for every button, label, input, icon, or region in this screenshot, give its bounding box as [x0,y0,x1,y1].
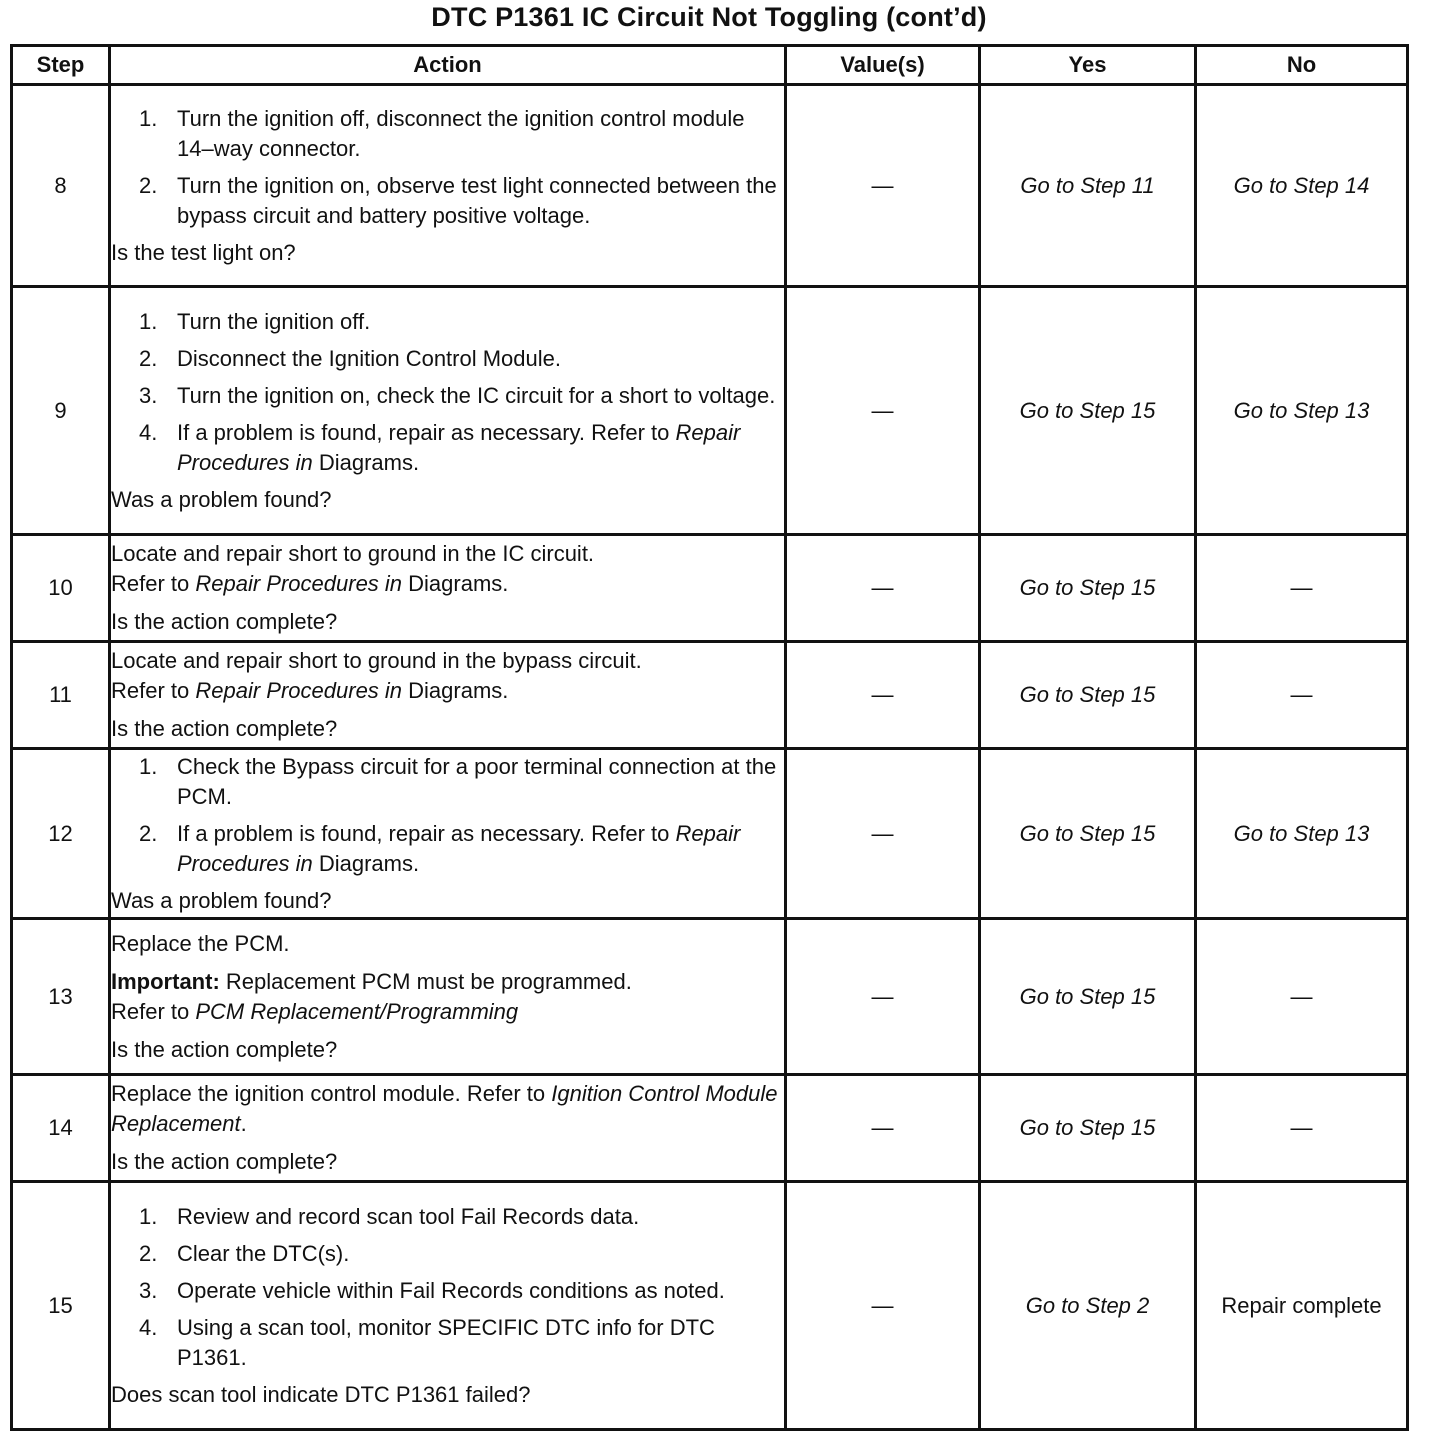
reference-link-text: Ignition Control Module Replacement [111,1081,778,1136]
list-item [139,171,784,231]
action-cell [110,919,786,1075]
action-text: Replace the ignition control module. Refer to [111,1081,552,1106]
value-cell: — [786,535,980,642]
list-item-text: Operate vehicle within Fail Records conditions as noted. [177,1277,725,1303]
step-number: 8 [12,85,110,287]
list-item-tail: Diagrams. [312,850,420,876]
action-list [111,104,784,231]
list-item-number: 4. [139,419,158,445]
yes-cell [980,85,1196,287]
diagnostic-table [10,44,1409,1431]
step-number: 12 [12,749,110,919]
table-row [12,1075,1408,1182]
list-item-text: Turn the ignition off, disconnect the ignition control module 14–way connector. [177,105,745,161]
step-number: 11 [12,642,110,749]
step-number: 14 [12,1075,110,1182]
no-cell [1196,1182,1408,1430]
action-question: Is the action complete? [111,1036,338,1062]
list-item [139,1313,784,1373]
reference-link-text: Repair Procedures in [177,419,741,475]
list-item [139,418,784,478]
important-text: Replacement PCM must be programmed. [219,968,632,994]
yes-result: Go to Step 2 [1025,1292,1150,1318]
no-cell [1196,919,1408,1075]
action-list [111,1202,784,1373]
action-line: Replace the PCM. [111,930,290,956]
column-header-yes: Yes [980,46,1196,85]
list-item-number: 4. [139,1314,158,1340]
list-item-number: 3. [139,382,158,408]
value-cell: — [786,749,980,919]
no-cell [1196,85,1408,287]
step-number: 13 [12,919,110,1075]
action-line: Locate and repair short to ground in the bypass circuit. [111,648,642,673]
no-result: Go to Step 14 [1233,172,1370,198]
yes-cell [980,287,1196,535]
yes-result: Go to Step 15 [1019,397,1156,423]
action-question: Is the action complete? [111,1149,338,1174]
no-cell [1196,1075,1408,1182]
action-line [111,1079,784,1139]
table-row [12,642,1408,749]
no-cell [1196,749,1408,919]
step-number: 9 [12,287,110,535]
step-number: 10 [12,535,110,642]
list-item-number: 1. [139,105,158,131]
yes-result: Go to Step 15 [1019,682,1156,707]
table-row [12,287,1408,535]
yes-result: Go to Step 15 [1019,820,1156,846]
ref-prefix: Refer to [111,678,196,703]
list-item [139,752,784,812]
step-number: 15 [12,1182,110,1430]
yes-cell [980,919,1196,1075]
action-question: Is the test light on? [111,239,296,265]
no-result: — [1290,983,1313,1009]
list-item-text: Clear the DTC(s). [177,1240,350,1266]
action-question: Was a problem found? [111,887,332,913]
value-cell: — [786,1075,980,1182]
action-line: Locate and repair short to ground in the IC circuit. [111,541,595,566]
table-row [12,749,1408,919]
reference-link-text: PCM Replacement/Programming [195,998,519,1024]
reference-link-text: Repair Procedures in [195,571,403,596]
list-item-text: Disconnect the Ignition Control Module. [177,345,561,371]
no-result: — [1290,682,1313,707]
list-item-number: 2. [139,345,158,371]
value-cell: — [786,642,980,749]
no-cell [1196,535,1408,642]
yes-result: Go to Step 11 [1020,172,1155,198]
list-item [139,819,784,879]
action-list [111,752,784,879]
list-item [139,344,784,374]
list-item-number: 2. [139,172,158,198]
ref-suffix: Diagrams. [402,571,509,596]
action-cell [110,85,786,287]
list-item-number: 2. [139,1240,158,1266]
action-reference-line [111,676,784,706]
no-result: Go to Step 13 [1233,820,1370,846]
action-reference-line [111,997,784,1027]
list-item-text: If a problem is found, repair as necessary. Refer to [177,419,676,445]
list-item [139,307,784,337]
list-item-text: If a problem is found, repair as necessary. Refer to [177,820,676,846]
table-row [12,1182,1408,1430]
action-question: Does scan tool indicate DTC P1361 failed? [111,1381,531,1407]
ref-suffix: Diagrams. [402,678,509,703]
list-item [139,1202,784,1232]
no-result: — [1290,575,1313,600]
list-item-number: 2. [139,820,158,846]
ref-suffix: . [240,1111,247,1136]
yes-cell [980,1182,1196,1430]
list-item-number: 1. [139,1203,158,1229]
action-question: Is the action complete? [111,609,338,634]
action-cell [110,749,786,919]
list-item [139,104,784,164]
value-cell: — [786,919,980,1075]
list-item-text: Check the Bypass circuit for a poor terminal connection at the PCM. [177,753,777,809]
action-list [111,307,784,478]
column-header-step: Step [12,46,110,85]
table-row [12,535,1408,642]
column-header-action: Action [110,46,786,85]
ref-prefix: Refer to [111,571,196,596]
list-item-text: Turn the ignition off. [177,308,371,334]
list-item-number: 1. [139,308,158,334]
list-item-tail: Diagrams. [312,449,420,475]
important-label: Important: [111,968,220,994]
yes-cell [980,642,1196,749]
list-item-text: Using a scan tool, monitor SPECIFIC DTC info for DTC P1361. [177,1314,715,1370]
yes-cell [980,749,1196,919]
list-item [139,1239,784,1269]
action-question: Is the action complete? [111,716,338,741]
no-result: Repair complete [1221,1292,1382,1318]
list-item-text: Review and record scan tool Fail Records data. [177,1203,640,1229]
yes-result: Go to Step 15 [1019,575,1156,600]
yes-cell [980,1075,1196,1182]
yes-result: Go to Step 15 [1019,1115,1156,1140]
list-item [139,1276,784,1306]
list-item-text: Turn the ignition on, check the IC circuit for a short to voltage. [177,382,776,408]
value-cell: — [786,1182,980,1430]
list-item [139,381,784,411]
column-header-values: Value(s) [786,46,980,85]
ref-prefix: Refer to [111,998,196,1024]
action-cell [110,535,786,642]
table-row [12,919,1408,1075]
list-item-text: Turn the ignition on, observe test light connected between the bypass circuit and battery positive voltage. [177,172,777,228]
action-question: Was a problem found? [111,486,332,512]
no-cell [1196,287,1408,535]
no-result: — [1290,1115,1313,1140]
reference-link-text: Repair Procedures in [177,820,741,876]
table-row [12,85,1408,287]
no-cell [1196,642,1408,749]
list-item-number: 1. [139,753,158,779]
table-header-row [12,46,1408,85]
action-reference-line [111,569,784,599]
action-cell [110,287,786,535]
column-header-no: No [1196,46,1408,85]
list-item-number: 3. [139,1277,158,1303]
yes-cell [980,535,1196,642]
yes-result: Go to Step 15 [1019,983,1156,1009]
action-cell [110,1075,786,1182]
value-cell: — [786,85,980,287]
value-cell: — [786,287,980,535]
important-note [111,967,784,997]
no-result: Go to Step 13 [1233,397,1370,423]
page-title: DTC P1361 IC Circuit Not Toggling (cont’d) [431,2,987,32]
action-cell [110,1182,786,1430]
action-cell [110,642,786,749]
reference-link-text: Repair Procedures in [195,678,403,703]
